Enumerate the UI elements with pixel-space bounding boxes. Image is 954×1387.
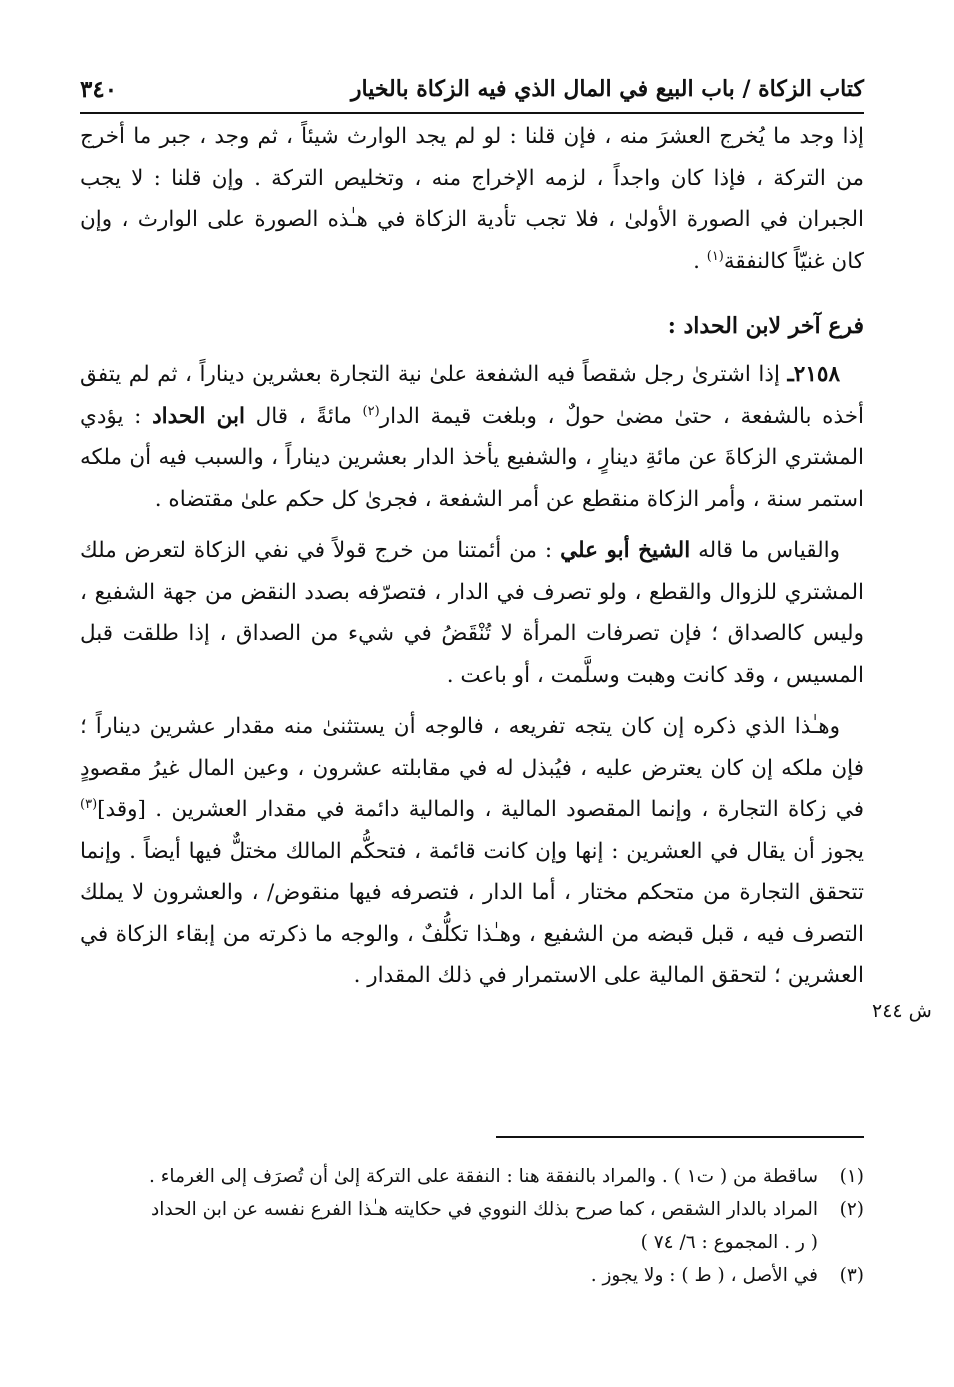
footnote-number: (١) — [839, 1166, 864, 1187]
body-text — [80, 116, 864, 997]
paragraph-4-text-a: وهـٰذا الذي ذكره إن كان يتجه تفريعه ، فالوجه أن يستثنىٰ منه مقدار عشرين ديناراً ؛ فإن ملكه إن كان يعترض عليه ، فيُبذل له في مقابلته عشرون ، وعين المال غيرُ مقصودٍ في زكاة التجارة ، وإنما المقصود المالية ، والمالية دائمة في مقدار العشرين . [وقد] — [80, 714, 864, 822]
footnotes — [80, 1160, 864, 1292]
page-number: ٣٤٠ — [80, 76, 118, 103]
paragraph-4 — [80, 706, 864, 997]
footnote-number: (٣) — [839, 1265, 864, 1286]
footnote-2-reference: ( ر . المجموع : ٦/ ٧٤ ) — [640, 1232, 818, 1253]
footnote-text: المراد بالدار الشقص ، كما صرح بذلك النووي في حكايته هـٰذا الفرع نفسه عن ابن الحداد — [150, 1199, 818, 1220]
paragraph-2-text-c: : يؤدي المشتري الزكاةَ عن مائةِ دينارٍ ، والشفيع يأخذ الدار بعشرين ديناراً ، والسبب فيه أن ملكه استمر سنة ، وأمر الزكاة منقطع عن أمر الشفعة ، فجرىٰ كل حكم علىٰ مقتضاه . — [80, 403, 864, 512]
page — [80, 72, 864, 997]
page-header — [80, 72, 864, 114]
footnote-ref-2[interactable]: (٢) — [362, 403, 380, 419]
footnote-ref-3[interactable]: (٣) — [80, 796, 98, 812]
manuscript-margin-note: ش ٢٤٤ — [872, 1000, 932, 1022]
footnote-ref-1[interactable]: (١) — [706, 248, 724, 264]
scholar-name-abu-ali: الشيخ أبو علي — [560, 538, 691, 563]
footnote-number: (٢) — [839, 1199, 864, 1220]
paragraph-4-text-b: يجوز أن يقال في العشرين : إنها وإن كانت قائمة ، فتحكُّم المالك مختلٌّ فيها أيضاً . وإنما تتحقق التجارة من متحكم مختار ، أما الدار ، فتصرفه فيها منقوض/ ، والعشرون لا يملك التصرف فيه ، قبل قبضه من الشفيع ، وهـٰذا تكلُّفٌ ، والوجه ما ذكرته من إبقاء الزكاة في العشرين ؛ لتحقق المالية على الاستمرار في ذلك المقدار . — [80, 838, 864, 988]
paragraph-2 — [80, 354, 864, 520]
issue-number: ٢١٥٨ـ — [787, 362, 840, 387]
footnote-divider — [496, 1136, 864, 1138]
footnote-text: ساقطة من ( ت١ ) . والمراد بالنفقة هنا : النفقة على التركة إلىٰ أن تُصرَف إلى الغرماء . — [148, 1166, 818, 1187]
footnote-3 — [80, 1259, 864, 1292]
section-heading: فرع آخر لابن الحداد : — [667, 313, 864, 339]
paragraph-3-text-a: والقياس ما قاله — [690, 538, 840, 563]
paragraph-3-text-b: : من أئمتنا من خرج قولاً في نفي الزكاة لتعرض ملك المشتري للزوال والقطع ، ولو تصرف في الدار ، فتصرّفه بصدد النقض من جهة الشفيع ، وليس كالصداق ؛ فإن تصرفات المرأة لا تُنْقَضُ في شيء من الصداق ، إذا طلقت قبل المسيس ، وقد كانت وهبت وسلَّمت ، أو باعت . — [80, 538, 864, 688]
scholar-name-ibn-al-haddad: ابن الحداد — [152, 403, 245, 429]
paragraph-1 — [80, 116, 864, 282]
paragraph-2-text-a: إذا اشترىٰ رجل شقصاً فيه الشفعة علىٰ نية التجارة بعشرين ديناراً ، ثم لم يتفق أخذه بالشفعة ، حتىٰ مضىٰ حولٌ ، وبلغت قيمة الدار — [80, 362, 864, 429]
paragraph-1-end: . — [693, 248, 707, 274]
footnote-text: في الأصل ، ( ط ) : ولا يجوز . — [590, 1265, 818, 1286]
footnote-1 — [80, 1160, 864, 1193]
paragraph-1-text: إذا وجد ما يُخرج العشرَ منه ، فإن قلنا : لو لم يجد الوارث شيئاً ، ثم وجد ، جبر ما أخرج من التركة ، فإذا كان واجداً ، لزمه الإخراج منه ، وتخليص التركة . وإن قلنا : لا يجب الجبران في الصورة الأولىٰ ، فلا تجب تأدية الزكاة في هـٰذه الصورة على الوارث ، وإن كان غنيّاً كالنفقة — [80, 124, 864, 274]
paragraph-2-text-b: مائةً ، قال — [244, 403, 363, 429]
running-title: كتاب الزكاة / باب البيع في المال الذي فيه الزكاة بالخيار — [350, 76, 864, 102]
paragraph-3 — [80, 530, 864, 696]
footnote-2 — [80, 1193, 864, 1226]
